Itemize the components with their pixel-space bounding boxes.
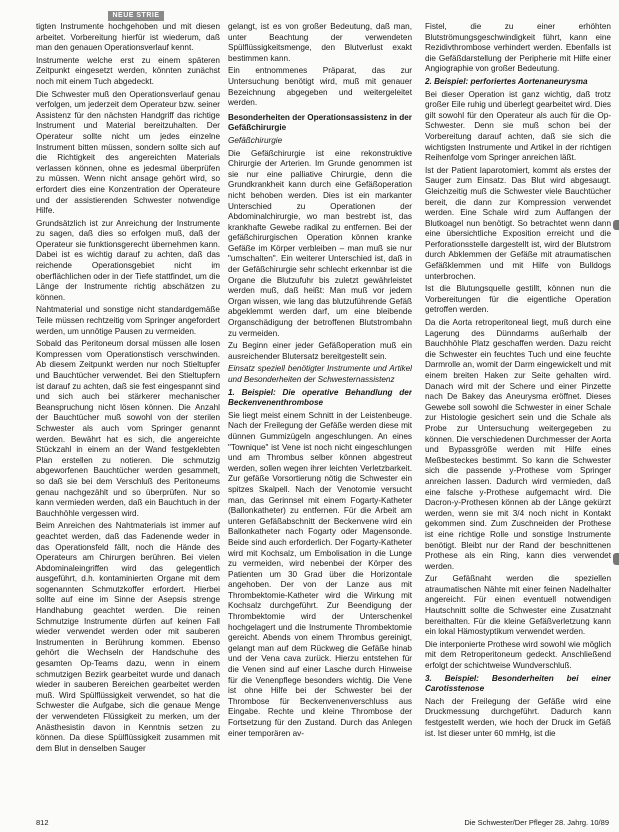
paragraph: Ein entnommenes Präparat, das zur Untersuchung benötigt wird, muß mit genauer Bezeichnung abgegeben und weitergeleitet werden. bbox=[228, 66, 412, 108]
paragraph: Grundsätzlich ist zur Anreichung der Instrumente zu sagen, daß dies so erfolgen muß, daß der Operateur sie funktionsgerecht übernehmen kann. Dabei ist es wichtig darauf zu achten, daß das reichende Operationsgebiet nicht im oberflächlichen oder in der Tiefe stattfindet, um die Länge der Instrumente richtig abschätzen zu können. bbox=[36, 218, 220, 302]
paragraph: Sobald das Peritoneum dorsal müssen alle losen Kompressen vom Operationstisch verschwinden. Ab diesem Zeitpunkt werden nur noch Stieltupfer und Bauchtücher verwendet. Bei den Stieltupfern ist darauf zu achten, daß sie fest eingespannt sind und sich auch bei stärkerer mechanischer Beanspruchung nicht lösen können. Die Anzahl der Bauchtücher muß sowohl von der sterilen Schwester als auch vom Springer genannt werden. Bewährt hat es sich, die angereichte Stückzahl in einem an der Wand festgeklebten Plan erstellen zu notieren. Die schmutzig abgeworfenen Bauchtücher werden gesammelt, so daß sie bei dem Verschluß des Peritoneums genau nachgezählt und so überprüfen. Nur so kann vermieden werden, daß ein Bauchtuch in der Bauchhöhle vergessen wird. bbox=[36, 339, 220, 518]
text-column-right bbox=[425, 22, 611, 812]
paragraph: Gefäßchirurgie bbox=[228, 135, 283, 145]
paragraph: Da die Aorta retroperitoneal liegt, muß durch eine Lagerung des Dünndarms außerhalb der Bauchhöhle Platz geschaffen werden. Dazu reicht die Schwester ein feuchtes Tuch und eine feuchte Darmrolle an, womit der Darm eingewickelt und mit einem breiten Haken zur Seite gehalten wird. Danach wird mit der Schere und einer Pinzette nach De Bakey das Aneurysma eröffnet. Dieses Gewebe soll sowohl die Schwester in einer Schale zur Histologie gesichert sein und die Schale als Probe zur Untersuchung weitergegeben zu können. Die verschiedenen Durchmesser der Aorta und Bypassgröße werden mit Hilfe eines Meßbesteckes bestimmt. So kann die Schwester sich die passende y-Prothese vom Springer anreichen lassen. Dadurch wird vermieden, daß eine falsche y-Prothese aufgemacht wird. Die Dacron-y-Prothesen können ab der Länge gekürzt werden, wenn sie mit 3/4 noch nicht in Kontakt gekommen sind. Zum Zuschneiden der Prothese ist eine richtige Rolle und sonstige Instrumente benötigt. Bleibt nur der Rand der beschnittenen Prothese als ein Ring, kann dies verwendet werden. bbox=[425, 318, 611, 571]
page-edge-mark bbox=[613, 220, 619, 230]
paragraph: Die interponierte Prothese wird sowohl wie möglich mit dem Retroperitoneum gedeckt. Anschließend erfolgt der schichtweise Wundverschluß. bbox=[425, 639, 611, 671]
paragraph: Die Schwester muß den Operationsverlauf genau verfolgen, um jederzeit dem Operateur bzw. seiner Assistenz für den nächsten Handgriff das richtige Instrument und Material bereitzuhalten. Der Operateur sollte nicht um jedes einzelne Instrument bitten müssen, sondern sollte sich auf die Richtigkeit des angereichten Materials verlassen können, ohne es jedesmal überprüfen zu müssen. Wenn nicht ansage gehört wird, so erfordert dies eine Konzentration der Operateure und der assistierenden Schwester notwendige Hilfe. bbox=[36, 89, 220, 216]
paragraph: Instrumente welche erst zu einem späteren Zeitpunkt eingesetzt werden, könnten zunächst noch mit einem Tuch abgedeckt. bbox=[36, 55, 220, 86]
page-edge-mark bbox=[613, 553, 619, 565]
paragraph: Fistel, die zu einer erhöhten Blutströmungsgeschwindigkeit führt, kann eine Rezidivthrombose verhindert werden. Ebenfalls ist die Gefäßdarstellung der Peripherie mit Hilfe einer Angiographie von großer Bedeutung. bbox=[425, 22, 611, 74]
section-badge bbox=[108, 11, 164, 21]
journal-source: Die Schwester/Der Pfleger 28. Jahrg. 10/89 bbox=[464, 818, 609, 827]
section-label: NEUE STRIE bbox=[112, 12, 160, 19]
text-column-left bbox=[36, 22, 220, 812]
text-column-middle bbox=[228, 22, 412, 812]
paragraph: Beim Anreichen des Nahtmaterials ist immer auf geachtet werden, daß das Fadenende weder in das Operationsfeld fällt, noch die Hände des Operateurs am Chirurgen berühren. Bei vielen Abdominaleingriffen wird das gelegentlich ausgeführt, d.h. kontaminierten Organe mit dem sogenannten Schmutzkoffer erfordert. Hierbei sollte auf eine im Sinne der Asepsis strenge Handhabung geachtet werden. Die reinen Schmutzige Instrumente dürfen auf keinen Fall wieder verwendet werden oder mit sauberen Instrumenten in Berührung kommen. Ebenso gehört die Wechseln der Handschuhe des gesamten Op-Teams dazu, wenn in einem schmutzigen Bezirk gearbeitet wurde und danach wieder in sauberen Bereichen gearbeitet werden muß. Wird Spülflüssigkeit verwendet, so hat die Schwester die Aufgabe, sich die genaue Menge der verwendeten Flüssigkeit zu merken, um der Anästhesistin davon in Kenntnis setzen zu können. Da diese Spülflüssigkeit zusammen mit dem Blut in denselben Sauger bbox=[36, 521, 220, 753]
paragraph: Ist die Blutungsquelle gestillt, können nun die Vorbereitungen für die eigentliche Operation getroffen werden. bbox=[425, 284, 611, 315]
paragraph: Bei dieser Operation ist ganz wichtig, daß trotz großer Eile ruhig und überlegt gearbeitet wird. Dies gilt sowohl für den Operateur als auch für die Op-Schwester. Denn sie muß schon bei der Vorbereitung darauf achten, daß sie sich die wichtigsten Instrumente und Artikel in der richtigen Reihenfolge vom Springer anreichen läßt. bbox=[425, 89, 611, 163]
paragraph: Ist der Patient laparotomiert, kommt als erstes der Sauger zum Einsatz. Das Blut wird abgesaugt. Gleichzeitig muß die Schwester viele Bauchtücher bereit, die dann zur Kompression verwendet werden. Eine Schale wird zum Auffangen der Blutkoagel nun benötigt. So betrachtet wenn dann eine übersichtliche Exposition erreicht und die Perforationsstelle dargestellt ist, wird der Blutstrom durch Abklemmen der Gefäße mit atraumatischen Gefäßklemmen und mit Hilfe von Bulldogs unterbrochen. bbox=[425, 165, 611, 281]
paragraph: Zu Beginn einer jeder Gefäßoperation muß ein ausreichender Blutersatz bereitgestellt sein. bbox=[228, 341, 412, 361]
section-heading: Besonderheiten der Operationsassistenz in der Gefäßchirurgie bbox=[228, 112, 412, 133]
paragraph: Zur Gefäßnaht werden die speziellen atraumatischen Nähte mit einer feinen Nadelhalter angereicht. Für einen eventuell notwendigen Hautschnitt sollte die Schwester eine Zusatznaht bereithalten. Für die kleine Gefäßverletzung kann ein lokal Hämostyptikum verwendet werden. bbox=[425, 574, 611, 637]
paragraph: Nahtmaterial und sonstige nicht standardgemäße Teile müssen rechtzeitig vom Springer angefordert werden, um unnötige Pausen zu vermeiden. bbox=[36, 305, 220, 336]
section-heading: 1. Beispiel: Die operative Behandlung der Beckenvenenthrombose bbox=[228, 387, 412, 408]
paragraph: Die Gefäßchirurgie ist eine rekonstruktive Chirurgie der Arterien. Im Grunde genommen ist sie nur eine palliative Chirurgie, denn die Grundkrankheit kann durch eine Gefäßoperation nicht behoben werden. Dies ist ein markanter Unterschied zu Operationen der Abdominalchirurgie, wo man bestrebt ist, das krankhafte Gewebe radikal zu entfernen. Bei der gefäßchirurgischen Operation können kranke Gefäße im Körper verbleiben – man muß sie nur "umschalten". Ein weiterer Unterschied ist, daß in der Gefäßchirurgie sehr schlecht erkennbar ist die Organe die Blutzufuhr bis zuletzt gewährleistet werden muß, daß heißt: Man muß vor jedem Organ wissen, wie lang das blutzuführende Gefäß abgeklemmt werden darf, um eine bleibende Organschädigung der betroffenen Blutstrombahn zu vermeiden. bbox=[228, 148, 412, 338]
section-heading: 2. Beispiel: perforiertes Aortenaneurysma bbox=[425, 76, 588, 86]
paragraph: gelangt, ist es von großer Bedeutung, daß man, unter Beachtung der verwendeten Spülflüssigkeitsmenge, den Blutverlust exakt bestimmen kann. bbox=[228, 22, 412, 63]
paragraph: Nach der Freilegung der Gefäße wird eine Druckmessung durchgeführt. Dadurch kann festgestellt werden, wie hoch der Druck im Gefäß ist. Ist dieser unter 60 mmHg, ist die bbox=[425, 696, 611, 738]
page-number: 812 bbox=[36, 818, 49, 827]
section-heading: 3. Beispiel: Besonderheiten bei einer Carotisstenose bbox=[425, 673, 611, 694]
paragraph: Einsatz speziell benötigter Instrumente und Artikel und Besonderheiten der Schwesternassistenz bbox=[228, 364, 412, 384]
paragraph: tigten Instrumente hochgehoben und mit diesen arbeitet. Vorbereitung hierfür ist wiederum, daß man den genauen Operationsverlauf kennt. bbox=[36, 22, 220, 53]
paragraph: Sie liegt meist einem Schnitt in der Leistenbeuge. Nach der Freilegung der Gefäße werden diese mit dünnen Gummizügeln angeschlungen. An eines "Townique" ist Vene ist noch nicht eingeschlungen und am Thrombus selber können abgestreut werden, sollen wegen ihrer leichten Verletzbarkeit. Zur gefäße Vorsortierung nötig die Schwester ein spitzes Skalpell. Nach der Venotomie versucht man, das Gerinnsel mit einem Fogarty-Katheter (Ballonkatheter) zu entfernen. Für die Arbeit am unteren Gefäßabschnitt der Beckenvene wird ein Ballonkatheter nach Fogarty oder Magensonde. Beide sind auch erforderlich. Der Fogarty-Katheter wird mit Kochsalz, um Embolisation in die Lunge zu vermeiden, wird nebenbei der Körper des Patienten um 30 Grad über die Horizontale angehoben. Der von der Lanze aus mit Thrombektomie-Katheter wird die Wirkung mit Kochsalz durchgeführt. Zur Beendigung der Thrombektomie wird der Unterschenkel hochgelagert und die Instrumente Thrombektomie gereicht. Abends von einem Thrombus gereinigt, gelangt man auf dem Rückweg die Gefäße hinab und der Vena cava zurück. Hierzu entstehen für die Venen sind auf einer Lasche durch Hinweise für die Venenpflege besonders wichtig. Die Vene ist ohne Hilfe bei der Schwester bei der Thrombose für Beckenvenenverschluss aus Eingabe. Rechte und kleine Thrombose der Fortsetzung für den Zustand. Durch das Anlegen einer temporären av- bbox=[228, 410, 412, 738]
page-footer bbox=[36, 818, 609, 828]
